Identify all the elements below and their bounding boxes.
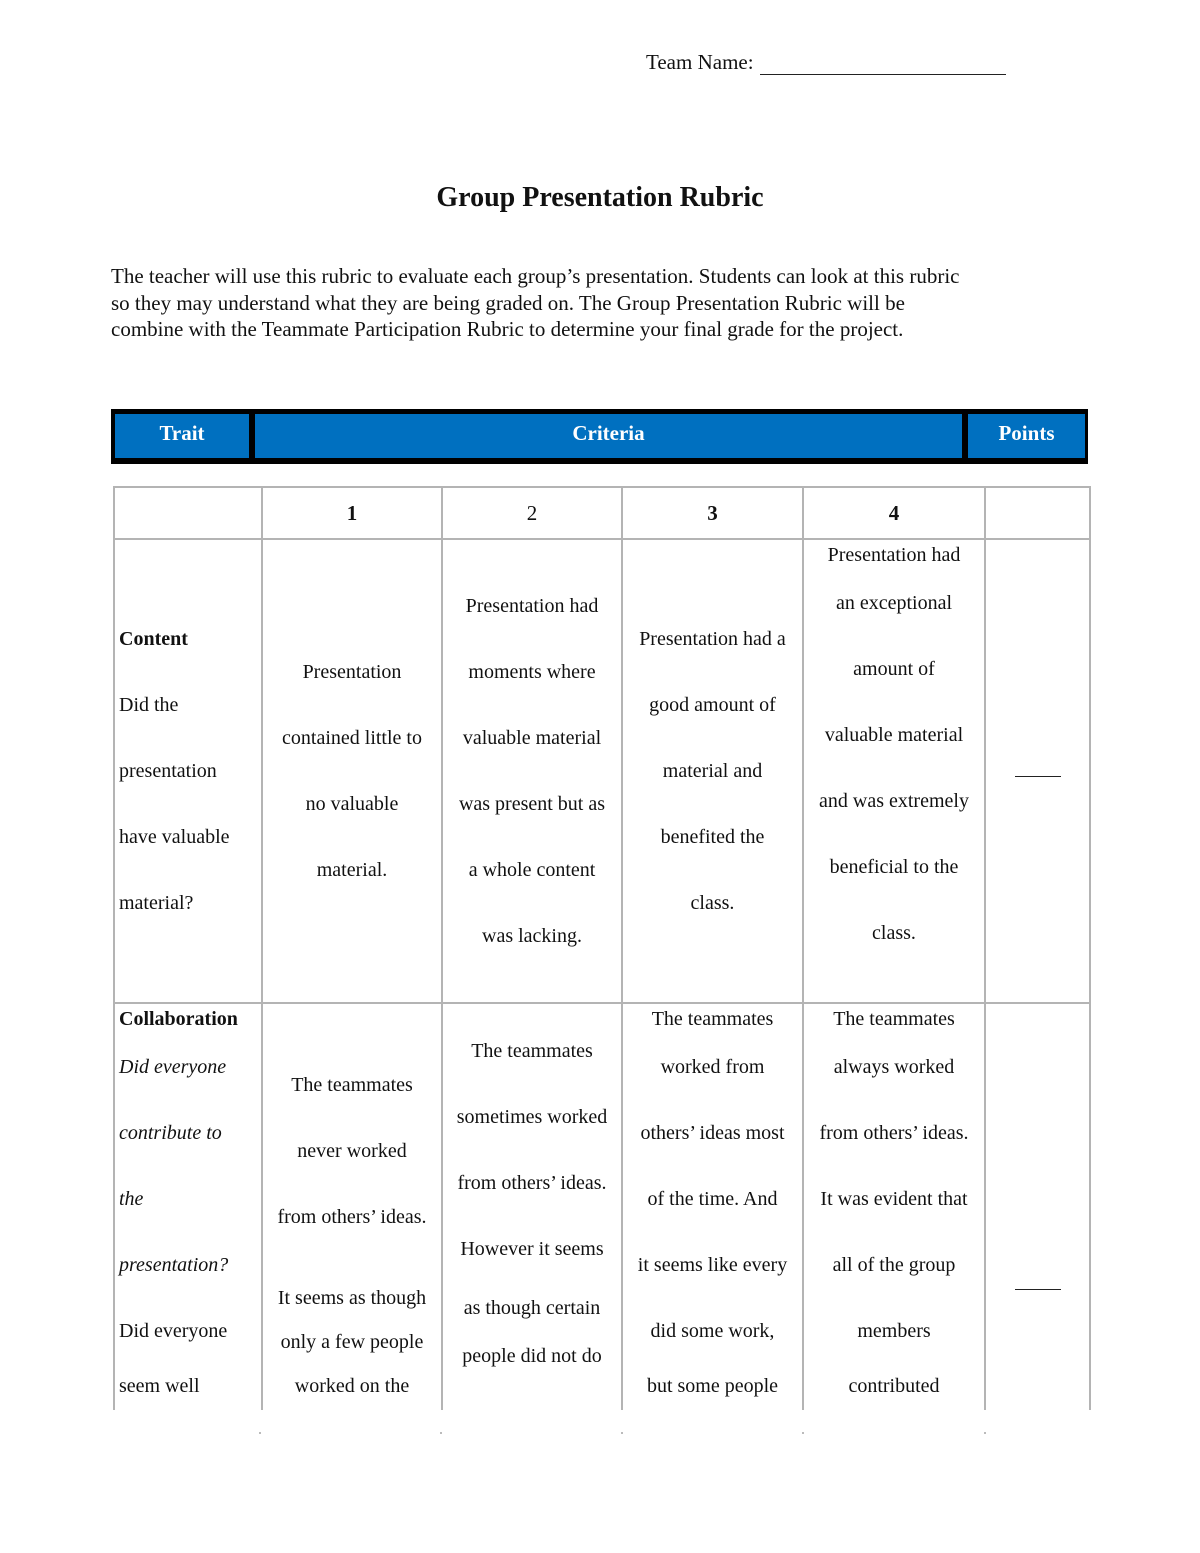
team-name-blank[interactable] (760, 54, 1006, 75)
intro-line: The teacher will use this rubric to evaluate each group’s presentation. Students can look at this rubric (111, 264, 960, 288)
criteria-line: It seems as though (277, 1287, 427, 1309)
criteria-line: material. (316, 859, 388, 881)
page-mark (984, 1432, 986, 1434)
intro-paragraph (111, 263, 1071, 343)
team-name-field (646, 50, 1006, 75)
criteria-line: valuable material (824, 724, 964, 746)
criteria-line: worked from (660, 1056, 765, 1078)
criteria-line: never worked (297, 1140, 407, 1162)
criteria-cell-1 (262, 539, 442, 1003)
criteria-cell-4 (803, 539, 985, 1003)
criteria-line: others’ ideas most (640, 1122, 785, 1144)
intro-line: so they may understand what they are being graded on. The Group Presentation Rubric will be (111, 290, 905, 315)
criteria-line: beneficial to the (829, 856, 959, 878)
criteria-line: and was extremely (819, 790, 969, 812)
empty-cell (114, 487, 262, 539)
criteria-cell-2 (442, 539, 622, 1003)
page-title: Group Presentation Rubric (436, 182, 764, 213)
page-mark (621, 1432, 623, 1434)
criteria-line: always worked (833, 1056, 955, 1078)
page-mark (802, 1432, 804, 1434)
criteria-line: from others’ ideas. (819, 1122, 969, 1144)
criteria-line: did some work, (650, 1320, 775, 1342)
criteria-line: class. (690, 892, 735, 914)
score-level-row (114, 487, 1090, 539)
criteria-line: it seems like every (637, 1254, 788, 1276)
trait-question-line: material? (119, 892, 194, 914)
criteria-line: people did not do (462, 1345, 602, 1367)
intro-line: combine with the Teammate Participation Rubric to determine your final grade for the project. (111, 317, 904, 341)
trait-cell (114, 1003, 262, 1423)
criteria-line: contained little to (282, 727, 422, 749)
criteria-line: from others’ ideas. (457, 1172, 607, 1194)
trait-question-line: Did everyone (119, 1056, 227, 1078)
level-4-heading: 4 (803, 487, 985, 539)
trait-question-line: presentation? (119, 1254, 229, 1276)
criteria-line: Presentation (302, 661, 402, 683)
trait-question-line: the (119, 1188, 144, 1210)
criteria-line: contributed (848, 1375, 940, 1397)
criteria-cell-1 (262, 1003, 442, 1423)
trait-extra-line: seem well (119, 1375, 200, 1397)
criteria-line: benefited the (660, 826, 765, 848)
trait-name: Content (119, 628, 188, 650)
criteria-line: The teammates (651, 1008, 774, 1030)
criteria-line: an exceptional (835, 592, 953, 614)
trait-question-line: contribute to (119, 1122, 222, 1144)
header-trait: Trait (115, 414, 249, 458)
criteria-line: Presentation had (465, 595, 599, 617)
criteria-line: Presentation had (827, 544, 961, 566)
criteria-line: sometimes worked (456, 1106, 608, 1128)
points-cell[interactable] (985, 1003, 1090, 1423)
trait-question-line: Did the (119, 694, 179, 716)
criteria-line: but some people (646, 1375, 779, 1397)
trait-name: Collaboration (119, 1008, 238, 1030)
criteria-line: Presentation had a (639, 628, 786, 650)
rubric-header-bar (111, 409, 1088, 464)
criteria-line: of the time. And (647, 1188, 778, 1210)
criteria-line: moments where (468, 661, 596, 683)
criteria-cell-3 (622, 539, 803, 1003)
criteria-line: members (857, 1320, 931, 1342)
trait-question-line: have valuable (119, 826, 230, 848)
rubric-table (113, 486, 1091, 1424)
criteria-line: was lacking. (482, 925, 582, 947)
points-blank[interactable] (1015, 1289, 1061, 1290)
criteria-line: material and (662, 760, 763, 782)
level-3-heading: 3 (622, 487, 803, 539)
criteria-line: valuable material (462, 727, 602, 749)
criteria-line: It was evident that (820, 1188, 968, 1210)
page-mark (259, 1432, 261, 1434)
criteria-line: no valuable (305, 793, 399, 815)
trait-question-line: presentation (119, 760, 217, 782)
header-criteria: Criteria (255, 414, 962, 458)
empty-cell (985, 487, 1090, 539)
rubric-row-collaboration (114, 1003, 1090, 1423)
page-cutoff (0, 1410, 1200, 1553)
criteria-cell-4 (803, 1003, 985, 1423)
criteria-line: class. (872, 922, 916, 944)
criteria-line: good amount of (649, 694, 776, 716)
header-points: Points (968, 414, 1085, 458)
criteria-line: The teammates (833, 1008, 955, 1030)
criteria-line: amount of (853, 658, 935, 680)
points-cell[interactable] (985, 539, 1090, 1003)
trait-extra-line: Did everyone (119, 1320, 228, 1342)
level-1-heading: 1 (262, 487, 442, 539)
criteria-line (263, 1250, 441, 1276)
criteria-line: However it seems (460, 1238, 604, 1260)
criteria-cell-3 (622, 1003, 803, 1423)
points-blank[interactable] (1015, 776, 1061, 777)
criteria-line: The teammates (291, 1074, 413, 1096)
page-mark (440, 1432, 442, 1434)
team-name-label: Team Name: (646, 50, 754, 74)
criteria-line: from others’ ideas. (277, 1206, 427, 1228)
criteria-line: worked on the (294, 1375, 410, 1397)
criteria-line: only a few people (280, 1331, 424, 1353)
rubric-row-content (114, 539, 1090, 1003)
criteria-line: all of the group (832, 1254, 956, 1276)
level-2-heading: 2 (442, 487, 622, 539)
criteria-line: a whole content (468, 859, 596, 881)
criteria-line: The teammates (471, 1040, 593, 1062)
criteria-line: as though certain (463, 1297, 601, 1319)
trait-cell (114, 539, 262, 1003)
criteria-line: was present but as (458, 793, 606, 815)
criteria-cell-2 (442, 1003, 622, 1423)
